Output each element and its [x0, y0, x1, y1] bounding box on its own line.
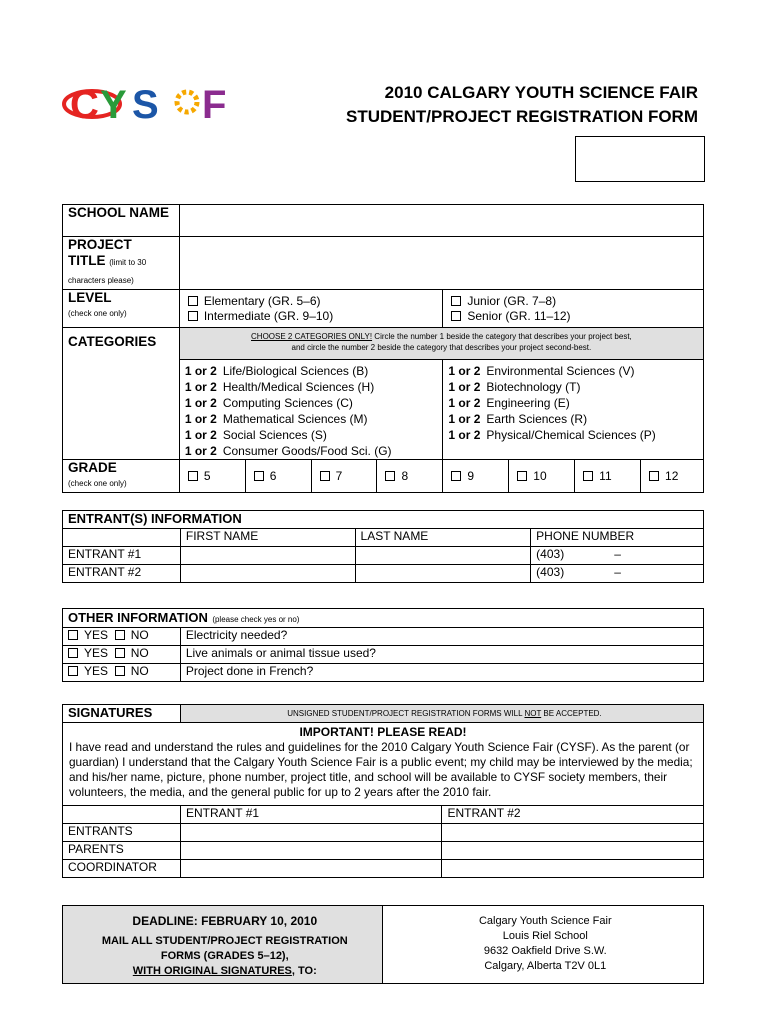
col-entrant-1: ENTRANT #1	[180, 806, 442, 824]
checkbox-icon[interactable]	[115, 630, 125, 640]
category-option[interactable]: 1 or 2 Health/Medical Sciences (H)	[184, 380, 375, 394]
question-animals: Live animals or animal tissue used?	[180, 646, 703, 664]
parent-1-signature[interactable]	[180, 842, 442, 860]
row-parents: PARENTS	[63, 842, 181, 860]
project-label-text: PROJECT	[68, 237, 132, 252]
level-options-right	[443, 290, 704, 328]
level-options-left	[179, 290, 443, 328]
level-option-elementary[interactable]: Elementary (GR. 5–6)	[188, 294, 443, 309]
checkbox-icon[interactable]	[517, 471, 527, 481]
address-line3: 9632 Oakfield Drive S.W.	[483, 945, 607, 957]
category-option[interactable]: 1 or 2 Life/Biological Sciences (B)	[184, 364, 369, 378]
checkbox-icon[interactable]	[115, 666, 125, 676]
parent-2-signature[interactable]	[442, 842, 704, 860]
form-title-line2: STUDENT/PROJECT REGISTRATION FORM	[346, 107, 698, 126]
col-phone-number: PHONE NUMBER	[531, 529, 704, 547]
category-option[interactable]: 1 or 2 Environmental Sciences (V)	[448, 364, 635, 378]
category-option[interactable]: 1 or 2 Physical/Chemical Sciences (P)	[448, 428, 656, 442]
category-option[interactable]: 1 or 2 Earth Sciences (R)	[448, 412, 588, 426]
entrant-2-first-name[interactable]	[180, 565, 355, 583]
title-label-text: TITLE	[68, 253, 106, 268]
yes-no-french[interactable]: YES NO	[63, 664, 181, 682]
checkbox-icon[interactable]	[188, 471, 198, 481]
row-coordinator: COORDINATOR	[63, 860, 181, 878]
category-option[interactable]: 1 or 2 Biotechnology (T)	[448, 380, 581, 394]
address-line2: Louis Riel School	[502, 930, 588, 942]
signatures-heading: SIGNATURES	[63, 705, 181, 723]
entrant-1-label: ENTRANT #1	[63, 547, 181, 565]
svg-text:S: S	[132, 83, 159, 127]
mail-line1: MAIL ALL STUDENT/PROJECT REGISTRATION	[101, 935, 348, 947]
cysf-logo	[60, 80, 240, 130]
entrants-heading: ENTRANT(S) INFORMATION	[63, 511, 704, 529]
checkbox-icon[interactable]	[254, 471, 264, 481]
grade-option-9[interactable]: 9	[443, 460, 509, 493]
grade-label-cell	[63, 460, 180, 493]
checkbox-icon[interactable]	[451, 471, 461, 481]
entrant-2-last-name[interactable]	[355, 565, 531, 583]
entrant-1-first-name[interactable]	[180, 547, 355, 565]
grade-option-8[interactable]: 8	[377, 460, 443, 493]
level-label-cell	[63, 290, 180, 328]
grade-option-5[interactable]: 5	[179, 460, 245, 493]
category-option[interactable]: 1 or 2 Consumer Goods/Food Sci. (G)	[184, 444, 392, 458]
checkbox-icon[interactable]	[649, 471, 659, 481]
question-electricity: Electricity needed?	[180, 628, 703, 646]
choose-line2: and circle the number 2 beside the category that describes your project second-best.	[291, 343, 592, 352]
coordinator-2-signature[interactable]	[442, 860, 704, 878]
svg-text:F: F	[202, 83, 227, 127]
entrant-2-label: ENTRANT #2	[63, 565, 181, 583]
yes-no-animals[interactable]: YES NO	[63, 646, 181, 664]
category-option[interactable]: 1 or 2 Mathematical Sciences (M)	[184, 412, 368, 426]
deadline: DEADLINE: FEBRUARY 10, 2010	[132, 914, 318, 928]
categories-label: CATEGORIES	[63, 328, 180, 460]
title-note: (limit to 30 characters please)	[68, 258, 147, 285]
checkbox-icon[interactable]	[188, 311, 198, 321]
yes-no-electricity[interactable]: YES NO	[63, 628, 181, 646]
grade-note: (check one only)	[68, 479, 127, 488]
checkbox-icon[interactable]	[451, 311, 461, 321]
category-option[interactable]: 1 or 2 Social Sciences (S)	[184, 428, 327, 442]
sig-corner	[63, 806, 181, 824]
grade-option-6[interactable]: 6	[245, 460, 311, 493]
entrant-2-signature[interactable]	[442, 824, 704, 842]
checkbox-icon[interactable]	[385, 471, 395, 481]
grade-label: GRADE	[68, 460, 117, 475]
checkbox-icon[interactable]	[188, 296, 198, 306]
important-heading: IMPORTANT! PLEASE READ!	[299, 725, 467, 739]
grade-option-7[interactable]: 7	[311, 460, 377, 493]
checkbox-icon[interactable]	[68, 648, 78, 658]
level-option-intermediate[interactable]: Intermediate (GR. 9–10)	[188, 309, 443, 324]
checkbox-icon[interactable]	[68, 630, 78, 640]
choose-two-note: CHOOSE 2 CATEGORIES ONLY!	[251, 332, 373, 341]
form-title-line1: 2010 CALGARY YOUTH SCIENCE FAIR	[384, 83, 698, 102]
grade-option-11[interactable]: 11	[575, 460, 641, 493]
signatures-warning: UNSIGNED STUDENT/PROJECT REGISTRATION FORMS WILL NOT BE ACCEPTED.	[180, 705, 703, 723]
entrant-2-phone[interactable]: (403) –	[531, 565, 704, 583]
checkbox-icon[interactable]	[115, 648, 125, 658]
signatures-table	[62, 704, 704, 878]
consent-text-cell	[63, 723, 704, 806]
other-info-table	[62, 608, 704, 682]
address-line1: Calgary Youth Science Fair	[478, 915, 612, 927]
coordinator-1-signature[interactable]	[180, 860, 442, 878]
categories-instructions	[179, 328, 703, 360]
entrant-1-last-name[interactable]	[355, 547, 531, 565]
checkbox-icon[interactable]	[451, 296, 461, 306]
deadline-cell	[63, 906, 383, 984]
address-line4: Calgary, Alberta T2V 0L1	[484, 960, 607, 972]
other-heading: OTHER INFORMATION	[68, 610, 208, 625]
entrant-1-phone[interactable]: (403) –	[531, 547, 704, 565]
school-name-label: SCHOOL NAME	[63, 205, 180, 237]
category-option[interactable]: 1 or 2 Engineering (E)	[448, 396, 570, 410]
entrants-corner	[63, 529, 181, 547]
col-entrant-2: ENTRANT #2	[442, 806, 704, 824]
consent-text: I have read and understand the rules and guidelines for the 2010 Calgary Youth Science Fair (CYSF). As the parent (or guardian) I understand that the Calgary Youth Science Fair is a public event; my child may be interviewed by the media; and his/her name, picture, phone number, project title, and school will be available to CYSF society members, their volunteers, the media, and the general public for up to 2 years after the 2010 fair.	[69, 740, 693, 799]
svg-text:Y: Y	[100, 83, 127, 127]
level-label: LEVEL	[68, 290, 112, 305]
project-title-field[interactable]	[179, 237, 703, 290]
question-french: Project done in French?	[180, 664, 703, 682]
level-option-junior[interactable]: Junior (GR. 7–8)	[451, 294, 703, 309]
entrant-1-signature[interactable]	[180, 824, 442, 842]
mail-line3: WITH ORIGINAL SIGNATURES, TO:	[132, 965, 317, 977]
level-note: (check one only)	[68, 309, 127, 318]
category-option[interactable]: 1 or 2 Computing Sciences (C)	[184, 396, 353, 410]
entrants-table	[62, 510, 704, 583]
level-option-senior[interactable]: Senior (GR. 11–12)	[451, 309, 703, 324]
school-name-field[interactable]	[179, 205, 703, 237]
col-first-name: FIRST NAME	[180, 529, 355, 547]
checkbox-icon[interactable]	[583, 471, 593, 481]
project-info-table	[62, 204, 704, 493]
choose-rest: Circle the number 1 beside the category that describes your project best,	[372, 332, 632, 341]
col-last-name: LAST NAME	[355, 529, 531, 547]
other-note: (please check yes or no)	[212, 615, 300, 624]
other-heading-cell	[63, 609, 704, 628]
mailing-table	[62, 905, 704, 984]
svg-text:C: C	[70, 83, 99, 127]
row-entrants: ENTRANTS	[63, 824, 181, 842]
categories-right-list	[443, 360, 704, 460]
checkbox-icon[interactable]	[68, 666, 78, 676]
grade-option-10[interactable]: 10	[509, 460, 575, 493]
address-cell	[382, 906, 703, 984]
project-title-label	[63, 237, 180, 290]
office-use-box	[575, 136, 705, 182]
categories-left-list	[179, 360, 443, 460]
grade-option-12[interactable]: 12	[641, 460, 704, 493]
checkbox-icon[interactable]	[320, 471, 330, 481]
mail-line2: FORMS (GRADES 5–12),	[160, 950, 289, 962]
